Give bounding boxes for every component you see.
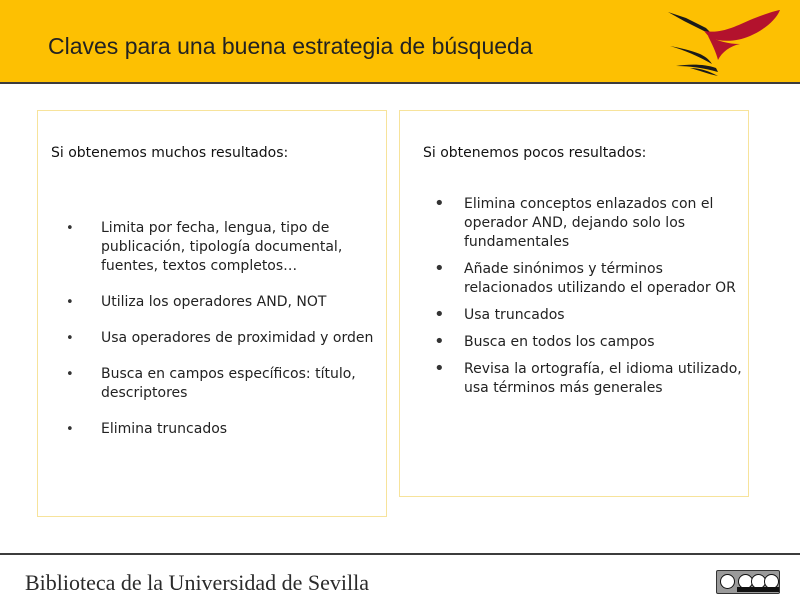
list-item-text: Usa operadores de proximidad y orden xyxy=(101,330,374,346)
bullet-icon: • xyxy=(434,304,445,325)
header-bar xyxy=(0,0,800,84)
list-item xyxy=(400,333,748,352)
panel-heading-few-results: Si obtenemos pocos resultados: xyxy=(423,145,647,161)
list-item-text: Revisa la ortografía, el idioma utilizado, usa términos más generales xyxy=(464,361,742,396)
list-item-text: Usa truncados xyxy=(464,307,565,323)
list-item xyxy=(400,195,748,252)
list-item xyxy=(400,260,748,298)
many-results-list xyxy=(38,219,383,439)
bullet-icon: • xyxy=(66,295,74,310)
list-item-text: Busca en campos específicos: título, descriptores xyxy=(101,366,356,401)
panel-many-results xyxy=(37,110,387,517)
list-item-text: Elimina truncados xyxy=(101,421,228,437)
creative-commons-by-nc-sa-icon xyxy=(716,570,780,594)
list-item-text: Busca en todos los campos xyxy=(464,334,655,350)
bullet-icon: • xyxy=(66,331,74,346)
footer-institution: Biblioteca de la Universidad de Sevilla xyxy=(25,570,369,595)
few-results-list xyxy=(400,195,748,398)
list-item xyxy=(38,219,383,276)
panel-few-results xyxy=(399,110,749,497)
list-item xyxy=(400,360,748,398)
license-strip xyxy=(737,587,779,592)
bullet-icon: • xyxy=(66,422,74,437)
list-item-text: Limita por fecha, lengua, tipo de publicación, tipología documental, fuentes, textos completos… xyxy=(101,220,343,274)
list-item xyxy=(38,420,383,439)
bullet-icon: • xyxy=(434,331,445,352)
bullet-icon: • xyxy=(434,258,445,279)
list-item xyxy=(400,306,748,325)
cc-icon xyxy=(720,574,735,589)
footer-divider xyxy=(0,553,800,555)
bullet-icon: • xyxy=(66,221,74,236)
list-item xyxy=(38,329,383,348)
list-item xyxy=(38,293,383,312)
list-item-text: Añade sinónimos y términos relacionados utilizando el operador OR xyxy=(464,261,736,296)
list-item-text: Elimina conceptos enlazados con el operador AND, dejando solo los fundamentales xyxy=(464,196,714,250)
bullet-icon: • xyxy=(434,193,445,214)
list-item-text: Utiliza los operadores AND, NOT xyxy=(101,294,327,310)
panel-heading-many-results: Si obtenemos muchos resultados: xyxy=(51,145,289,161)
bullet-icon: • xyxy=(66,367,74,382)
list-item xyxy=(38,365,383,403)
page-title: Claves para una buena estrategia de búsqueda xyxy=(48,33,533,59)
bullet-icon: • xyxy=(434,358,445,379)
university-logo-icon xyxy=(664,6,784,78)
